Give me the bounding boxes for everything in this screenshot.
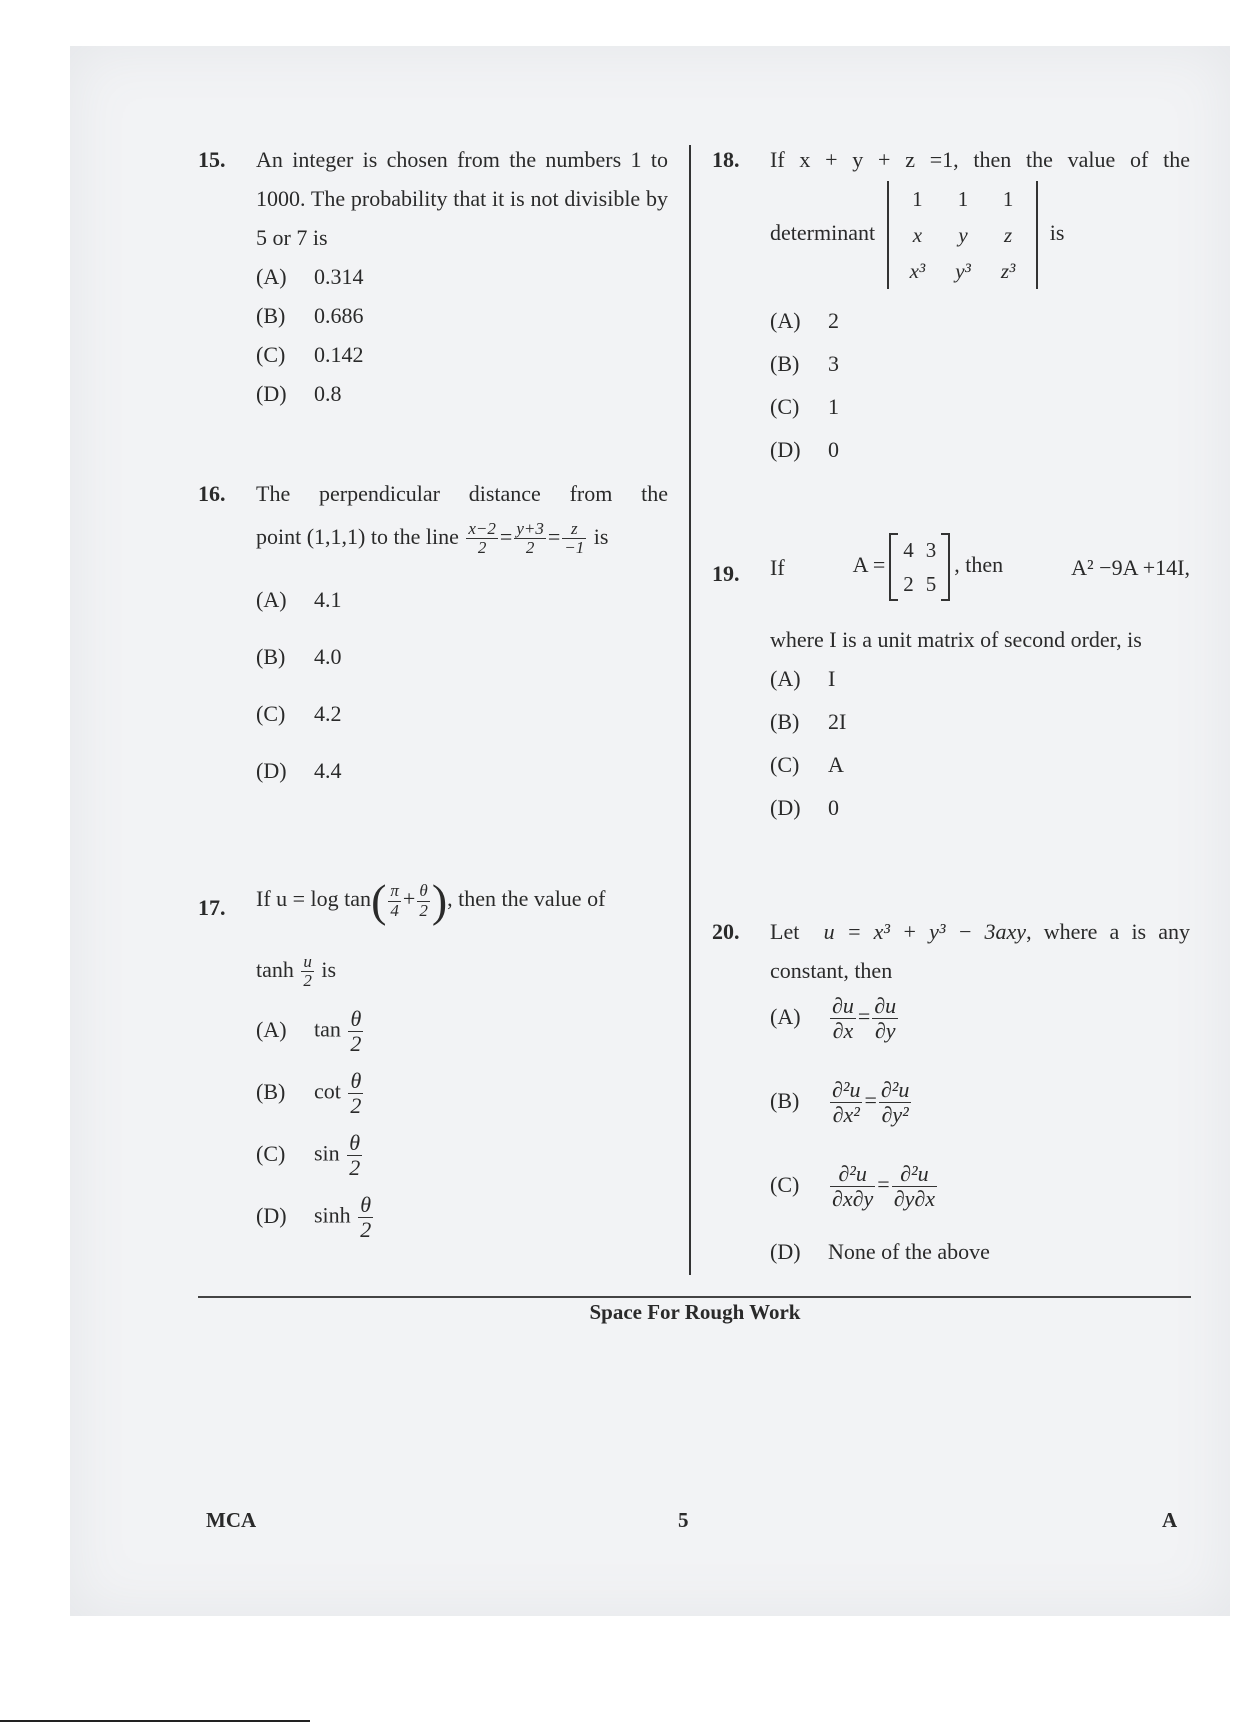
option-b: (B) 2I bbox=[770, 709, 847, 734]
option-d: (D) sinh $\frac{\theta}{2}$ bbox=[256, 1192, 372, 1243]
scan-edge-line bbox=[0, 1720, 310, 1722]
question-number: 20. bbox=[712, 919, 740, 944]
option-b: (B) 0.686 bbox=[256, 303, 364, 328]
footer-series: A bbox=[1162, 1508, 1178, 1532]
question-17 bbox=[198, 875, 668, 1255]
option-b: (B) 4.0 bbox=[256, 644, 342, 670]
option-a: (A) $\frac{\partial u}{\partial x}$ = $\frac{\partial u}{\partial y}$ bbox=[770, 993, 897, 1044]
question-19 bbox=[712, 528, 1190, 827]
column-divider bbox=[689, 145, 691, 1275]
matrix-a: 4 3 2 5 bbox=[889, 533, 950, 601]
question-stem: An integer is chosen from the numbers 1 to 1000. The probability that it is not divisible by 5 or 7 is bbox=[256, 147, 668, 250]
rough-work-label: Space For Rough Work bbox=[589, 1300, 801, 1324]
question-number: 19. bbox=[712, 561, 740, 586]
option-a: (A) 2 bbox=[770, 308, 839, 333]
footer-page-number: 5 bbox=[678, 1508, 689, 1532]
question-line-2: where I is a unit matrix of second order, is bbox=[770, 627, 1142, 652]
determinant-matrix: 1 1 1 x y z x³ y³ z³ bbox=[887, 181, 1039, 289]
question-line-1: If x + y + z =1, then the value of the bbox=[770, 147, 1190, 172]
question-line-1: If u = log tan( $\frac{\pi}{4}$ + $\frac{\theta}{2}$ ), then the value of bbox=[256, 875, 606, 926]
rough-work-rule bbox=[198, 1296, 1191, 1298]
question-number: 16. bbox=[198, 481, 226, 506]
option-c: (C) 1 bbox=[770, 394, 839, 419]
option-c: (C) $\frac{\text{∂²u}}{\partial x\partial y}$ = $\frac{\text{∂²u}}{\partial y\partial x}$ bbox=[770, 1161, 935, 1212]
option-a: (A) 4.1 bbox=[256, 587, 342, 613]
option-d: (D) 0.8 bbox=[256, 381, 342, 406]
question-number: 18. bbox=[712, 147, 740, 172]
option-c: (C) 0.142 bbox=[256, 342, 364, 367]
option-d: (D) 0 bbox=[770, 795, 839, 820]
option-a: (A) I bbox=[770, 666, 836, 691]
footer-subject: MCA bbox=[206, 1508, 257, 1532]
option-c: (C) 4.2 bbox=[256, 701, 342, 727]
question-number: 17. bbox=[198, 895, 226, 920]
question-18 bbox=[712, 140, 1190, 469]
option-a: (A) tan $\frac{\theta}{2}$ bbox=[256, 1006, 362, 1057]
option-b: (B) $\frac{\text{∂²u}}{\text{∂x²}}$ = $\frac{\text{∂²u}}{\text{∂y²}}$ bbox=[770, 1077, 910, 1128]
option-c: (C) A bbox=[770, 752, 844, 777]
question-line-1: The perpendicular distance from the bbox=[256, 481, 668, 506]
option-a: (A) 0.314 bbox=[256, 264, 364, 289]
option-b: (B) cot $\frac{\theta}{2}$ bbox=[256, 1068, 362, 1119]
question-stem: Let u = x³ + y³ − 3axy, where a is any constant, then bbox=[770, 919, 1190, 983]
question-15 bbox=[198, 140, 668, 413]
question-line-2: point (1,1,1) to the line $\frac{x-2}{2}$ = $\frac{y+3}{2}$ = $\frac{z}{-1}$ is bbox=[256, 518, 609, 558]
question-20 bbox=[712, 912, 1190, 1271]
determinant-line: determinant 1 1 1 x y z x³ y³ z³ is bbox=[770, 181, 1190, 289]
option-b: (B) 3 bbox=[770, 351, 839, 376]
question-line-2: tanh $\frac{u}{2}$ is bbox=[256, 951, 337, 991]
option-d: (D) None of the above bbox=[770, 1239, 990, 1264]
option-d: (D) 4.4 bbox=[256, 758, 342, 784]
question-line-1: If A = 4 3 2 5 , then A² −9A +14I, bbox=[770, 528, 1190, 606]
question-number: 15. bbox=[198, 147, 226, 172]
option-d: (D) 0 bbox=[770, 437, 839, 462]
option-c: (C) sin $\frac{\theta}{2}$ bbox=[256, 1130, 361, 1181]
question-16 bbox=[198, 474, 668, 790]
